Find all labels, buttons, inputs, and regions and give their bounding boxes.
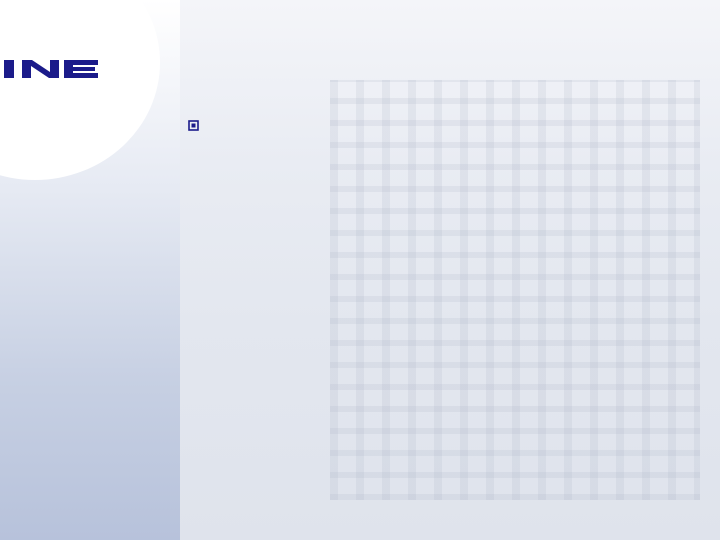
building-watermark [330, 80, 700, 500]
hollow-square-bullet-icon [188, 120, 199, 131]
ine-logo [0, 0, 110, 120]
logo-wordmark [4, 60, 98, 78]
